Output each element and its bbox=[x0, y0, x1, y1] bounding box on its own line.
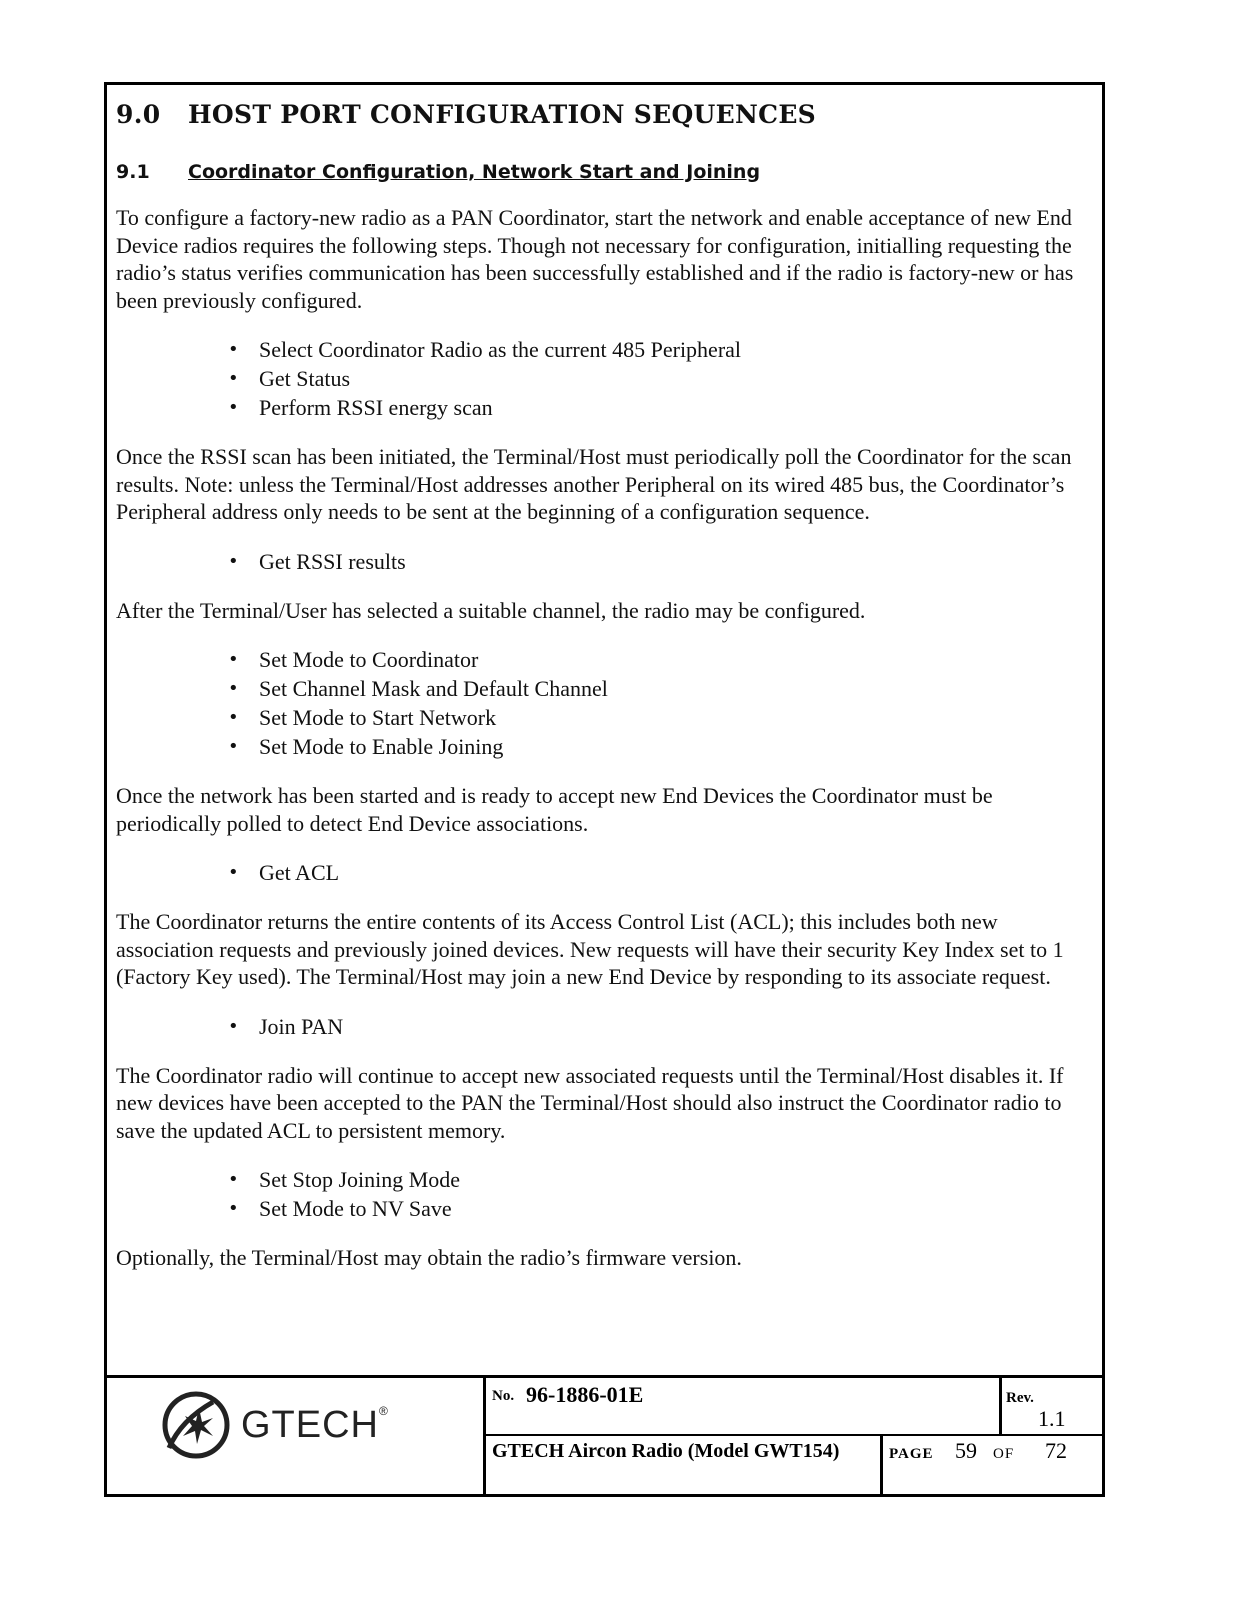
bullet-item: • Select Coordinator Radio as the current 485 Peripheral bbox=[228, 335, 1093, 364]
bullet-item: • Join PAN bbox=[228, 1012, 1093, 1041]
bullet-list bbox=[116, 645, 1093, 761]
bullet-item: • Get Status bbox=[228, 364, 1093, 393]
page-label: PAGE bbox=[889, 1446, 934, 1462]
revision-cell bbox=[999, 1378, 1105, 1434]
subsection-heading bbox=[116, 159, 1093, 187]
bullet-list bbox=[116, 858, 1093, 887]
document-title: GTECH Aircon Radio (Model GWT154) bbox=[492, 1440, 840, 1462]
revision-label: Rev. bbox=[1006, 1390, 1034, 1406]
footer bbox=[107, 1375, 1102, 1494]
bullet-item: • Set Mode to Coordinator bbox=[228, 645, 1093, 674]
document-number-label: No. bbox=[492, 1388, 515, 1404]
page-of-label: OF bbox=[993, 1446, 1015, 1462]
page-frame bbox=[104, 82, 1105, 1497]
section-number: 9.0 bbox=[116, 100, 161, 129]
document-title-cell bbox=[486, 1436, 880, 1494]
body-blocks bbox=[116, 204, 1093, 1272]
section-title: HOST PORT CONFIGURATION SEQUENCES bbox=[188, 100, 817, 129]
bullet-item: • Set Stop Joining Mode bbox=[228, 1165, 1093, 1194]
bullet-list bbox=[116, 335, 1093, 422]
page-total: 72 bbox=[1045, 1438, 1067, 1463]
bullet-item: • Set Mode to Enable Joining bbox=[228, 732, 1093, 761]
body-paragraph: Once the network has been started and is ready to accept new End Devices the Coordinator must be periodically polled to detect End Device associations. bbox=[116, 783, 993, 836]
document-body bbox=[116, 101, 1093, 1293]
bullet-item: • Get RSSI results bbox=[228, 547, 1093, 576]
section-heading bbox=[116, 101, 1093, 129]
page-number-cell bbox=[880, 1436, 1105, 1494]
bullet-item: • Set Mode to Start Network bbox=[228, 703, 1093, 732]
bullet-item: • Perform RSSI energy scan bbox=[228, 393, 1093, 422]
body-paragraph: Once the RSSI scan has been initiated, the Terminal/Host must periodically poll the Coordinator for the scan results. Note: unless the Terminal/Host addresses another Peripheral on its wired 485 bus, the Coordinator’s Peripheral address only needs to be sent at the beginning of a configuration sequence. bbox=[116, 444, 1072, 524]
bullet-list bbox=[116, 1165, 1093, 1223]
bullet-list bbox=[116, 1012, 1093, 1041]
bullet-list bbox=[116, 547, 1093, 576]
logo-wordmark: GTECH® bbox=[241, 1403, 389, 1446]
document-number: 96-1886-01E bbox=[526, 1382, 644, 1407]
body-paragraph: The Coordinator returns the entire contents of its Access Control List (ACL); this includes both new association requests and previously joined devices. New requests will have their security Key Index set to 1 (Factory Key used). The Terminal/Host may join a new End Device by responding to its associate request. bbox=[116, 909, 1064, 989]
bullet-item: • Get ACL bbox=[228, 858, 1093, 887]
body-paragraph: Optionally, the Terminal/Host may obtain the radio’s firmware version. bbox=[116, 1245, 742, 1270]
company-logo bbox=[161, 1390, 389, 1460]
logo-cell bbox=[107, 1378, 486, 1494]
subsection-title: Coordinator Configuration, Network Start and Joining bbox=[188, 160, 761, 183]
subsection-number: 9.1 bbox=[116, 160, 150, 183]
body-paragraph: The Coordinator radio will continue to accept new associated requests until the Terminal/Host disables it. If new devices have been accepted to the PAN the Terminal/Host should also instruct the Coordinator radio to save the updated ACL to persistent memory. bbox=[116, 1062, 1064, 1143]
bullet-item: • Set Channel Mask and Default Channel bbox=[228, 674, 1093, 703]
document-number-cell bbox=[486, 1378, 999, 1434]
page-number: 59 bbox=[955, 1438, 977, 1463]
bullet-item: • Set Mode to NV Save bbox=[228, 1194, 1093, 1223]
body-paragraph: To configure a factory-new radio as a PAN Coordinator, start the network and enable acceptance of new End Device radios requires the following steps. Though not necessary for configuration, initialling requesting the radio’s status verifies communication has been successfully established and if the radio is factory-new or has been previously configured. bbox=[116, 205, 1074, 313]
body-paragraph: After the Terminal/User has selected a suitable channel, the radio may be configured. bbox=[116, 597, 866, 623]
revision-value: 1.1 bbox=[1038, 1406, 1066, 1431]
gtech-star-icon bbox=[161, 1390, 231, 1460]
